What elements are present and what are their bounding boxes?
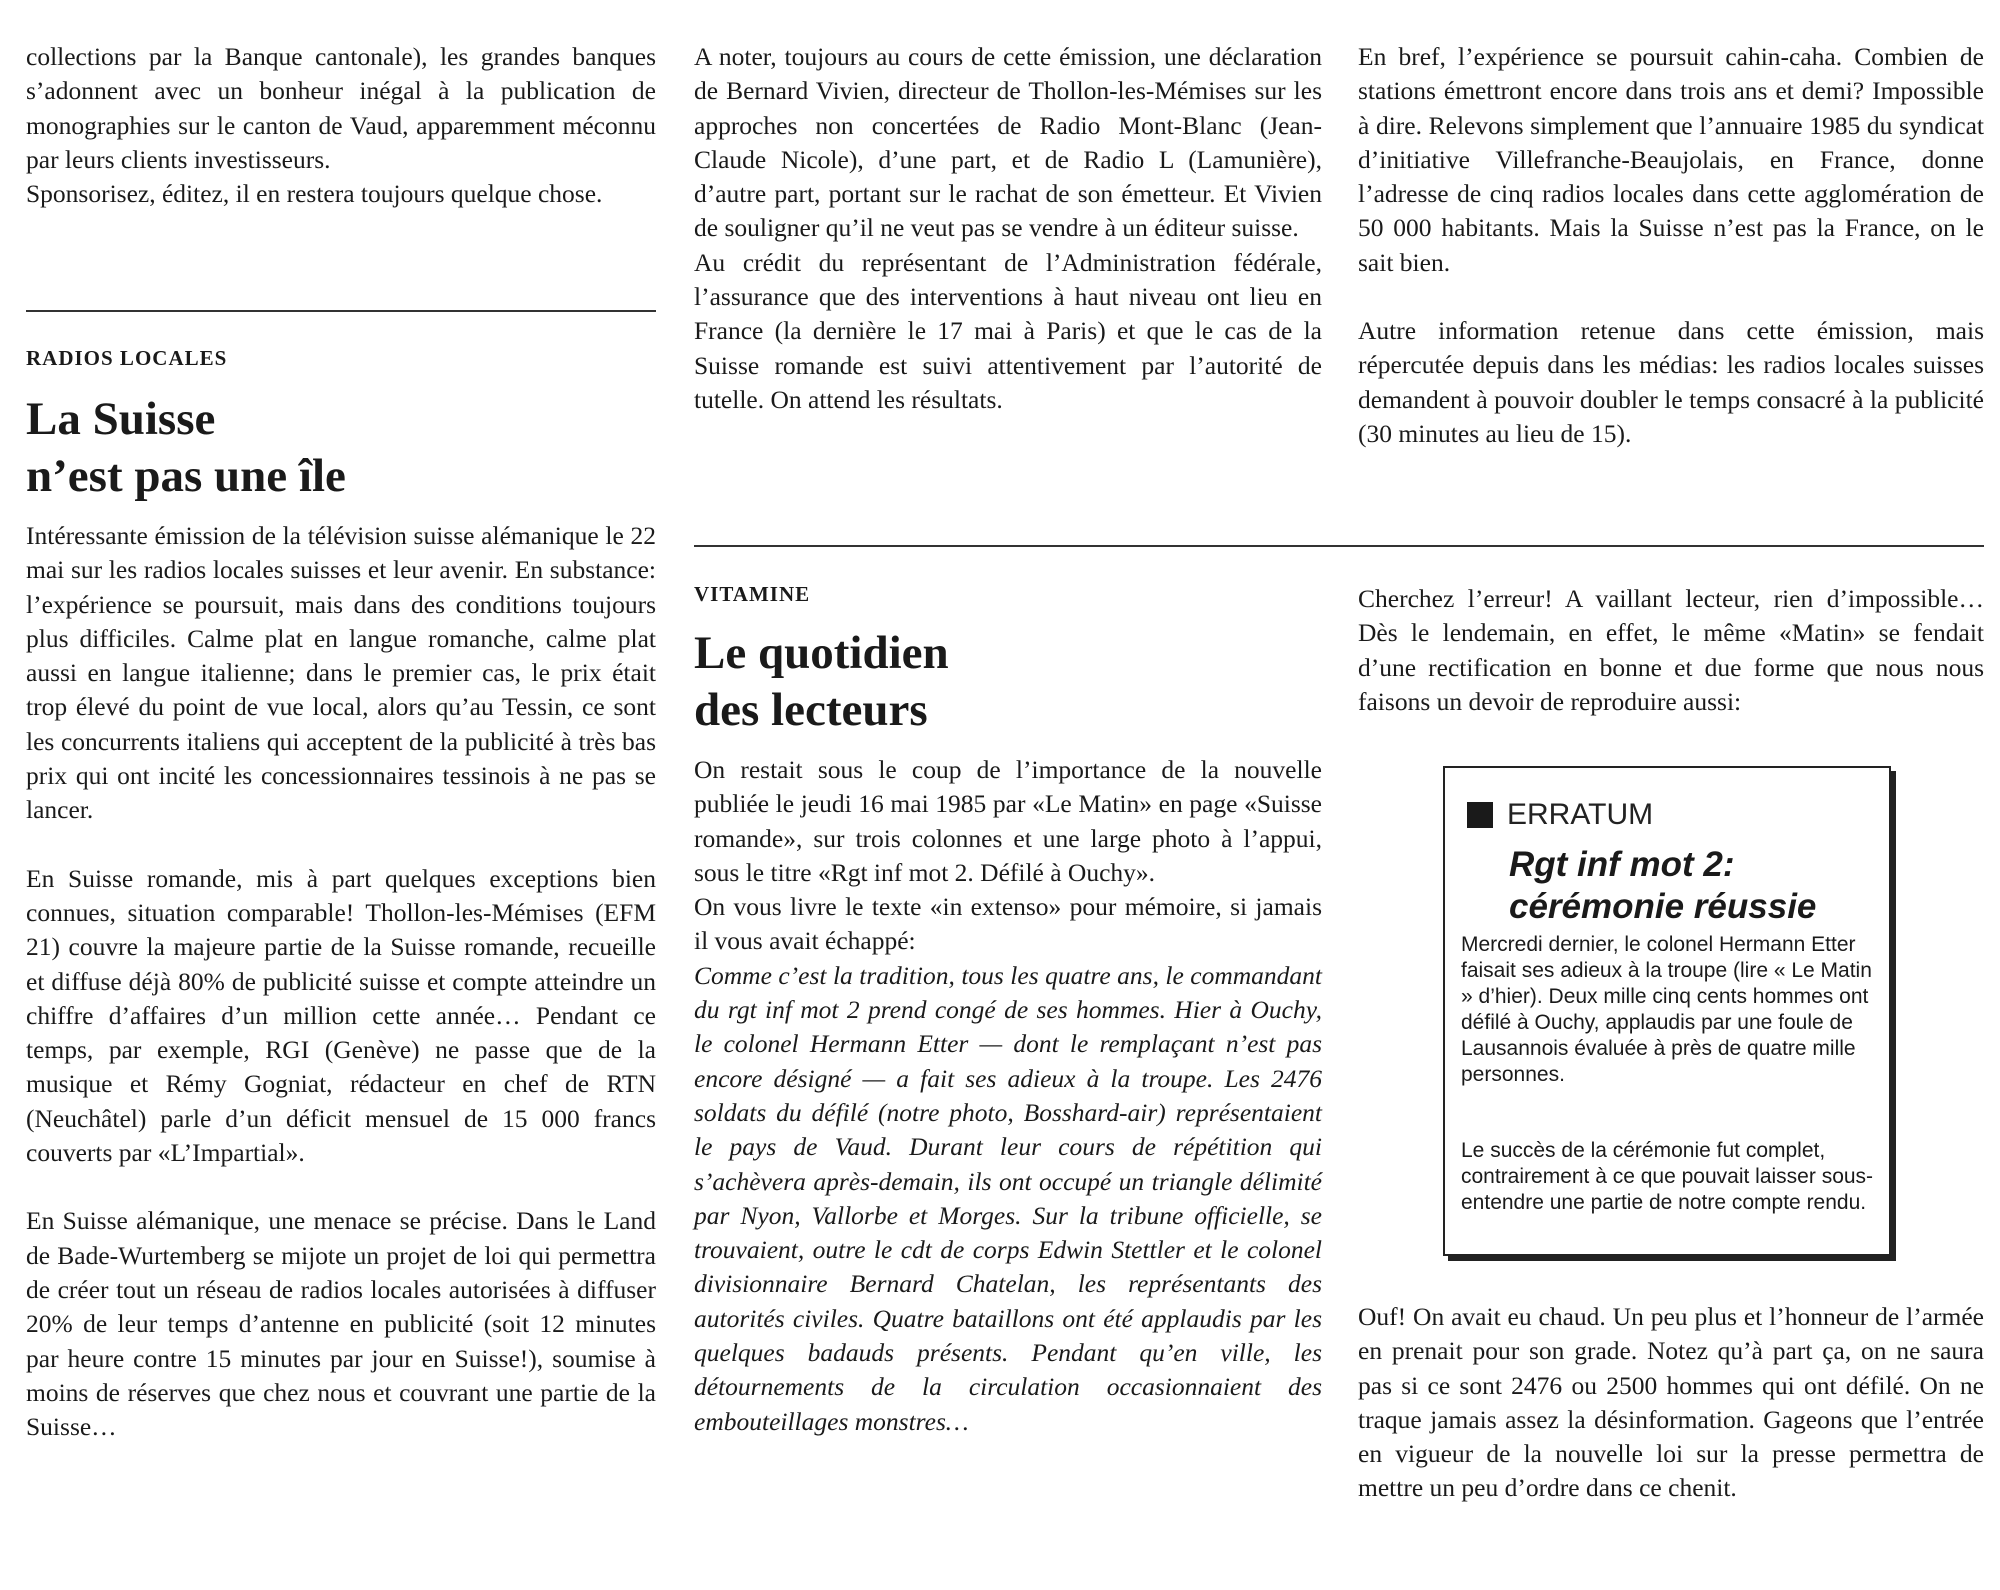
column-3-bottom-intro	[1358, 582, 1984, 719]
col2-quote	[694, 959, 1322, 1439]
col2-paragraph-3: On restait sous le coup de l’importance de la nouvelle publiée le jeudi 16 mai 1985 par «Le Matin» en page «Suisse romande», sur trois colonnes et une large photo à l’appui, sous le titre «Rgt inf mot 2. Défilé à Ouchy».	[694, 755, 1322, 887]
col2-paragraph-4: On vous livre le texte «in extenso» pour mémoire, si jamais il vous avait échappé:	[694, 892, 1322, 956]
erratum-kicker	[1467, 798, 1653, 832]
col1-paragraph-1: Intéressante émission de la télévision suisse alémanique le 22 mai sur les radios locales suisses et leur avenir. En substance: l’expérience se poursuit, mais dans des conditions toujours plus difficiles. Calme plat en langue romanche, calme plat aussi en langue italienne; dans le premier cas, le prix était trop élevé du point de vue local, alors qu’au Tessin, ce sont les concurrents italiens qui acceptent de la publicité à très bas prix qui ont incité les concessionnaires tessinois à ne pas se lancer.	[26, 521, 656, 825]
col3-paragraph-4: Ouf! On avait eu chaud. Un peu plus et l’honneur de l’armée en prenait pour son grade. Notez qu’à part ça, on ne saura pas si ce sont 2476 ou 2500 hommes qui ont défilé. On ne traque jamais assez la désinformation. Gageons que l’entrée en vigueur de la nouvelle loi sur la presse permettra de mettre un peu d’ordre dans ce chenit.	[1358, 1302, 1984, 1503]
col1-paragraph-3: En Suisse alémanique, une menace se précise. Dans le Land de Bade-Wurtemberg se mijote un projet de loi qui permettra de créer tout un réseau de radios locales autorisées à diffuser 20% de leur temps d’antenne en publicité (soit 12 minutes par heure contre 15 minutes par jour en Suisse!), soumise à moins de réserves que chez nous et couvrant une partie de la Suisse…	[26, 1206, 656, 1442]
quote-text: Comme c’est la tradition, tous les quatre ans, le commandant du rgt inf mot 2 prend congé de ses hommes. Hier à Ouchy, le colonel Hermann Etter — dont le remplaçant n’est pas encore désigné — a fait ses adieux à la troupe. Les 2476 soldats du défilé (notre photo, Bosshard-air) représentaient le pays de Vaud. Durant leur cours de répétition qui s’achèvera après-demain, ils ont occupé un triangle délimité par Nyon, Vallorbe et Morges. Sur la tribune officielle, se trouvaient, outre le cdt de corps Edwin Stettler et le colonel divisionnaire Bernard Chatelan, les représentants des autorités civiles. Quatre bataillons ont été applaudis par les quelques badauds présents. Pendant qu’en ville, les détournements de la circulation occasionnaient des embouteillages monstres…	[694, 960, 1322, 1436]
headline-la-suisse-2: n’est pas une île	[26, 450, 346, 502]
col3-paragraph-1: En bref, l’expérience se poursuit cahin-caha. Combien de stations émettront encore dans trois ans et demi? Impossible à dire. Relevons simplement que l’annuaire 1985 du syndicat d’initiative Villefranche-Beaujolais, en France, donne l’adresse de cinq radios locales dans cette agglomération de 50 000 habitants. Mais la Suisse n’est pas la France, on le sait bien.	[1358, 42, 1984, 277]
erratum-title: Rgt inf mot 2: cérémonie réussie	[1509, 845, 1817, 926]
headline-le-quotidien-1: Le quotidien	[694, 627, 949, 679]
divider-cols-2-3	[694, 545, 1984, 547]
column-2-top	[694, 40, 1322, 417]
black-square-icon	[1467, 802, 1493, 828]
col2-paragraph-1: A noter, toujours au cours de cette émission, une déclaration de Bernard Vivien, directeur de Thollon-les-Mémises sur les approches non concertées de Radio Mont-Blanc (Jean-Claude Nicole), d’une part, et de Radio L (Lamunière), d’autre part, portant sur le rachat de son émetteur. Et Vivien de souligner qu’il ne veut pas se vendre à un éditeur suisse.	[694, 42, 1322, 243]
column-3-bottom-outro	[1358, 1300, 1984, 1506]
kicker-radios-locales: RADIOS LOCALES	[26, 346, 228, 370]
col3-paragraph-2: Autre information retenue dans cette émission, mais répercutée depuis dans les médias: les radios locales suisses demandent à pouvoir doubler le temps consacré à la publicité (30 minutes au lieu de 15).	[1358, 316, 1984, 448]
col1-intro: collections par la Banque cantonale), les grandes banques s’adonnent avec un bonheur inégal à la publication de monographies sur le canton de Vaud, apparemment méconnu par leurs clients investisseurs.	[26, 42, 656, 174]
col2-paragraph-2: Au crédit du représentant de l’Administration fédérale, l’assurance que des interventions à haut niveau ont lieu en France (la dernière le 17 mai à Paris) et que le cas de la Suisse romande est suivi attentivement par l’autorité de tutelle. On attend les résultats.	[694, 247, 1322, 414]
erratum-text-2: Le succès de la cérémonie fut complet, contrairement à ce que pouvait laisser sous-entendre une partie de notre compte rendu.	[1461, 1139, 1874, 1214]
col3-paragraph-3: Cherchez l’erreur! A vaillant lecteur, rien d’impossible… Dès le lendemain, en effet, le même «Matin» se fendait d’une rectification en bonne et due forme que nous nous faisons un devoir de reproduire aussi:	[1358, 584, 1984, 716]
column-3-top	[1358, 40, 1984, 451]
divider-col1	[26, 310, 656, 312]
article-radios-locales	[26, 346, 656, 1444]
article-vitamine	[694, 582, 1322, 1439]
headline-le-quotidien-2: des lecteurs	[694, 684, 928, 736]
col1-intro-2: Sponsorisez, éditez, il en restera toujours quelque chose.	[26, 179, 603, 209]
kicker-vitamine: VITAMINE	[694, 582, 811, 606]
column-1-top	[26, 40, 656, 211]
erratum-text-1: Mercredi dernier, le colonel Hermann Etter faisait ses adieux à la troupe (lire « Le Matin » d’hier). Deux mille cinq cents hommes ont défilé à Ouchy, applaudis par une foule de Lausannois évaluée à près de quatre mille personnes.	[1461, 933, 1872, 1086]
headline-la-suisse-1: La Suisse	[26, 393, 216, 445]
erratum-kicker-label: ERRATUM	[1507, 798, 1654, 831]
col1-paragraph-2: En Suisse romande, mis à part quelques exceptions bien connues, situation comparable! Thollon-les-Mémises (EFM 21) couvre la majeure partie de la Suisse romande, recueille et diffuse déjà 80% de publicité suisse et compte atteindre un chiffre d’affaires d’un million cette année… Pendant ce temps, par exemple, RGI (Genève) ne passe que de la musique et Rémy Gogniat, rédacteur en chef de RTN (Neuchâtel) parle d’un déficit mensuel de 15 000 francs couverts par «L’Impartial».	[26, 863, 656, 1168]
erratum-box	[1443, 766, 1891, 1256]
